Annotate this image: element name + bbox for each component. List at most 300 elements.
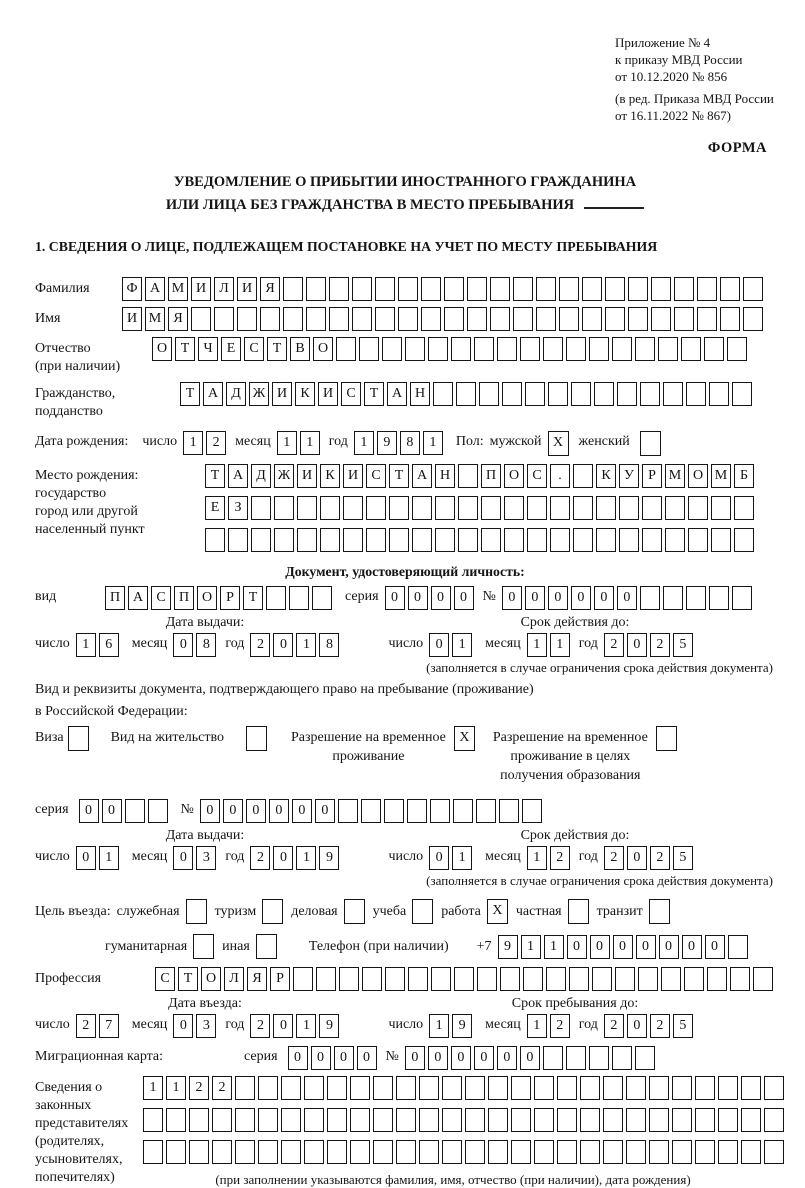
char-cell[interactable]: 2 (650, 1014, 670, 1038)
char-cell[interactable] (665, 528, 685, 552)
char-cell[interactable] (467, 307, 487, 331)
char-cell[interactable]: 1 (527, 1014, 547, 1038)
char-cell[interactable] (283, 277, 303, 301)
char-cell[interactable]: А (387, 382, 407, 406)
char-cell[interactable] (573, 464, 593, 488)
char-cell[interactable]: Л (214, 277, 234, 301)
char-cell[interactable] (258, 1076, 278, 1100)
char-cell[interactable] (603, 1108, 623, 1132)
char-cell[interactable]: Д (251, 464, 271, 488)
char-cell[interactable] (536, 307, 556, 331)
char-cell[interactable] (734, 528, 754, 552)
char-cell[interactable] (306, 277, 326, 301)
char-cell[interactable] (442, 1076, 462, 1100)
char-cell[interactable] (709, 586, 729, 610)
char-cell[interactable] (479, 382, 499, 406)
char-cell[interactable] (728, 935, 748, 959)
char-cell[interactable] (297, 496, 317, 520)
char-cell[interactable] (407, 799, 427, 823)
char-cell[interactable]: Т (180, 382, 200, 406)
char-cell[interactable] (511, 1076, 531, 1100)
char-cell[interactable] (686, 382, 706, 406)
char-cell[interactable] (329, 277, 349, 301)
char-cell[interactable] (651, 307, 671, 331)
char-cell[interactable]: П (481, 464, 501, 488)
char-cell[interactable] (481, 496, 501, 520)
char-cell[interactable]: . (550, 464, 570, 488)
char-cell[interactable]: 0 (223, 799, 243, 823)
char-cell[interactable] (258, 1140, 278, 1164)
char-cell[interactable] (557, 1140, 577, 1164)
char-cell[interactable] (695, 1140, 715, 1164)
char-cell[interactable] (543, 337, 563, 361)
char-cell[interactable] (651, 277, 671, 301)
female-checkbox[interactable] (640, 431, 661, 456)
char-cell[interactable] (504, 528, 524, 552)
char-cell[interactable] (477, 967, 497, 991)
char-cell[interactable] (235, 1140, 255, 1164)
business-checkbox[interactable] (344, 899, 365, 924)
char-cell[interactable] (467, 277, 487, 301)
char-cell[interactable] (373, 1076, 393, 1100)
char-cell[interactable]: 2 (212, 1076, 232, 1100)
char-cell[interactable] (649, 1108, 669, 1132)
char-cell[interactable]: 0 (682, 935, 702, 959)
char-cell[interactable]: Т (364, 382, 384, 406)
char-cell[interactable] (350, 1108, 370, 1132)
char-cell[interactable] (573, 528, 593, 552)
char-cell[interactable]: Р (220, 586, 240, 610)
char-cell[interactable] (385, 967, 405, 991)
char-cell[interactable] (619, 496, 639, 520)
char-cell[interactable] (488, 1108, 508, 1132)
char-cell[interactable] (343, 528, 363, 552)
char-cell[interactable] (338, 799, 358, 823)
title-blank-line[interactable] (584, 194, 644, 209)
char-cell[interactable] (419, 1076, 439, 1100)
char-cell[interactable] (490, 307, 510, 331)
char-cell[interactable]: И (237, 277, 257, 301)
char-cell[interactable] (189, 1140, 209, 1164)
char-cell[interactable]: 0 (273, 633, 293, 657)
char-cell[interactable] (212, 1140, 232, 1164)
char-cell[interactable] (605, 277, 625, 301)
char-cell[interactable]: 0 (474, 1046, 494, 1070)
char-cell[interactable] (336, 337, 356, 361)
char-cell[interactable] (640, 382, 660, 406)
char-cell[interactable] (642, 528, 662, 552)
char-cell[interactable] (743, 307, 763, 331)
char-cell[interactable] (476, 799, 496, 823)
char-cell[interactable] (649, 1140, 669, 1164)
char-cell[interactable]: 2 (189, 1076, 209, 1100)
char-cell[interactable]: П (105, 586, 125, 610)
char-cell[interactable] (718, 1140, 738, 1164)
char-cell[interactable]: 3 (196, 846, 216, 870)
char-cell[interactable]: 6 (99, 633, 119, 657)
char-cell[interactable] (649, 1076, 669, 1100)
char-cell[interactable]: 0 (357, 1046, 377, 1070)
char-cell[interactable] (711, 496, 731, 520)
char-cell[interactable] (412, 528, 432, 552)
char-cell[interactable] (522, 799, 542, 823)
char-cell[interactable] (366, 496, 386, 520)
char-cell[interactable] (350, 1076, 370, 1100)
char-cell[interactable] (396, 1076, 416, 1100)
char-cell[interactable] (465, 1108, 485, 1132)
char-cell[interactable] (366, 528, 386, 552)
char-cell[interactable] (327, 1140, 347, 1164)
char-cell[interactable] (571, 382, 591, 406)
char-cell[interactable] (451, 337, 471, 361)
char-cell[interactable] (638, 967, 658, 991)
char-cell[interactable] (559, 307, 579, 331)
char-cell[interactable]: О (313, 337, 333, 361)
char-cell[interactable]: Б (734, 464, 754, 488)
visa-checkbox[interactable] (68, 726, 89, 751)
char-cell[interactable] (741, 1076, 761, 1100)
char-cell[interactable]: 1 (143, 1076, 163, 1100)
char-cell[interactable] (281, 1076, 301, 1100)
char-cell[interactable] (573, 496, 593, 520)
char-cell[interactable] (362, 967, 382, 991)
char-cell[interactable] (525, 382, 545, 406)
char-cell[interactable] (674, 277, 694, 301)
char-cell[interactable] (592, 967, 612, 991)
char-cell[interactable] (235, 1076, 255, 1100)
char-cell[interactable] (499, 799, 519, 823)
char-cell[interactable] (205, 528, 225, 552)
char-cell[interactable] (433, 382, 453, 406)
char-cell[interactable] (384, 799, 404, 823)
char-cell[interactable] (274, 496, 294, 520)
char-cell[interactable]: С (341, 382, 361, 406)
char-cell[interactable] (628, 277, 648, 301)
char-cell[interactable]: 0 (173, 1014, 193, 1038)
char-cell[interactable]: П (174, 586, 194, 610)
char-cell[interactable]: 2 (250, 1014, 270, 1038)
char-cell[interactable] (727, 337, 747, 361)
char-cell[interactable]: 1 (354, 431, 374, 455)
char-cell[interactable]: 9 (319, 1014, 339, 1038)
char-cell[interactable] (603, 1140, 623, 1164)
char-cell[interactable]: 3 (196, 1014, 216, 1038)
char-cell[interactable]: 1 (423, 431, 443, 455)
char-cell[interactable] (339, 967, 359, 991)
char-cell[interactable]: 9 (498, 935, 518, 959)
char-cell[interactable] (435, 528, 455, 552)
char-cell[interactable]: 2 (650, 633, 670, 657)
char-cell[interactable] (350, 1140, 370, 1164)
edu-permit-checkbox[interactable] (656, 726, 677, 751)
char-cell[interactable] (421, 277, 441, 301)
char-cell[interactable]: 0 (627, 1014, 647, 1038)
char-cell[interactable]: 8 (319, 633, 339, 657)
char-cell[interactable] (513, 277, 533, 301)
char-cell[interactable] (421, 307, 441, 331)
char-cell[interactable] (405, 337, 425, 361)
char-cell[interactable] (375, 277, 395, 301)
char-cell[interactable] (458, 464, 478, 488)
char-cell[interactable] (500, 967, 520, 991)
char-cell[interactable]: 2 (604, 846, 624, 870)
char-cell[interactable]: М (711, 464, 731, 488)
char-cell[interactable] (430, 799, 450, 823)
char-cell[interactable]: Т (205, 464, 225, 488)
char-cell[interactable] (626, 1076, 646, 1100)
char-cell[interactable] (596, 496, 616, 520)
char-cell[interactable]: 5 (673, 1014, 693, 1038)
char-cell[interactable]: 9 (319, 846, 339, 870)
char-cell[interactable]: С (151, 586, 171, 610)
char-cell[interactable] (428, 337, 448, 361)
char-cell[interactable]: 1 (452, 846, 472, 870)
char-cell[interactable]: 1 (99, 846, 119, 870)
char-cell[interactable] (191, 307, 211, 331)
char-cell[interactable] (320, 528, 340, 552)
humanitarian-checkbox[interactable] (193, 934, 214, 959)
char-cell[interactable] (125, 799, 145, 823)
char-cell[interactable] (143, 1108, 163, 1132)
char-cell[interactable]: 0 (659, 935, 679, 959)
char-cell[interactable] (166, 1108, 186, 1132)
char-cell[interactable] (663, 586, 683, 610)
char-cell[interactable] (559, 277, 579, 301)
char-cell[interactable] (580, 1076, 600, 1100)
char-cell[interactable] (327, 1076, 347, 1100)
char-cell[interactable] (753, 967, 773, 991)
char-cell[interactable] (709, 382, 729, 406)
char-cell[interactable] (718, 1108, 738, 1132)
char-cell[interactable] (435, 496, 455, 520)
char-cell[interactable] (481, 528, 501, 552)
char-cell[interactable] (557, 1108, 577, 1132)
transit-checkbox[interactable] (649, 899, 670, 924)
private-checkbox[interactable] (568, 899, 589, 924)
char-cell[interactable]: 0 (705, 935, 725, 959)
char-cell[interactable]: 9 (452, 1014, 472, 1038)
char-cell[interactable] (626, 1140, 646, 1164)
char-cell[interactable] (523, 967, 543, 991)
char-cell[interactable] (289, 586, 309, 610)
study-checkbox[interactable] (412, 899, 433, 924)
char-cell[interactable] (688, 528, 708, 552)
char-cell[interactable] (527, 496, 547, 520)
char-cell[interactable]: 0 (273, 1014, 293, 1038)
char-cell[interactable] (589, 337, 609, 361)
char-cell[interactable] (661, 967, 681, 991)
char-cell[interactable] (398, 307, 418, 331)
char-cell[interactable]: И (122, 307, 142, 331)
char-cell[interactable] (557, 1076, 577, 1100)
char-cell[interactable] (674, 307, 694, 331)
char-cell[interactable]: Р (642, 464, 662, 488)
char-cell[interactable]: 0 (627, 846, 647, 870)
char-cell[interactable]: М (145, 307, 165, 331)
char-cell[interactable]: 1 (296, 633, 316, 657)
char-cell[interactable]: А (128, 586, 148, 610)
residence-permit-checkbox[interactable] (246, 726, 267, 751)
char-cell[interactable]: 2 (550, 846, 570, 870)
char-cell[interactable] (550, 496, 570, 520)
char-cell[interactable] (658, 337, 678, 361)
char-cell[interactable] (320, 496, 340, 520)
char-cell[interactable]: 2 (604, 1014, 624, 1038)
char-cell[interactable] (408, 967, 428, 991)
char-cell[interactable] (396, 1108, 416, 1132)
char-cell[interactable]: О (152, 337, 172, 361)
char-cell[interactable] (513, 307, 533, 331)
char-cell[interactable]: С (155, 967, 175, 991)
char-cell[interactable] (732, 586, 752, 610)
char-cell[interactable]: И (191, 277, 211, 301)
char-cell[interactable] (534, 1108, 554, 1132)
char-cell[interactable]: А (228, 464, 248, 488)
char-cell[interactable] (605, 307, 625, 331)
char-cell[interactable] (373, 1140, 393, 1164)
char-cell[interactable] (589, 1046, 609, 1070)
char-cell[interactable] (596, 528, 616, 552)
char-cell[interactable]: Ж (274, 464, 294, 488)
char-cell[interactable]: К (596, 464, 616, 488)
char-cell[interactable]: 0 (627, 633, 647, 657)
char-cell[interactable] (189, 1108, 209, 1132)
char-cell[interactable]: К (295, 382, 315, 406)
char-cell[interactable] (458, 496, 478, 520)
char-cell[interactable]: Т (178, 967, 198, 991)
char-cell[interactable] (695, 1076, 715, 1100)
char-cell[interactable]: 0 (269, 799, 289, 823)
char-cell[interactable] (711, 528, 731, 552)
char-cell[interactable]: С (366, 464, 386, 488)
char-cell[interactable]: 2 (550, 1014, 570, 1038)
char-cell[interactable]: И (272, 382, 292, 406)
char-cell[interactable] (511, 1108, 531, 1132)
char-cell[interactable] (359, 337, 379, 361)
char-cell[interactable] (663, 382, 683, 406)
char-cell[interactable] (615, 967, 635, 991)
char-cell[interactable] (297, 528, 317, 552)
char-cell[interactable] (550, 528, 570, 552)
char-cell[interactable] (214, 307, 234, 331)
char-cell[interactable] (396, 1140, 416, 1164)
char-cell[interactable]: 0 (200, 799, 220, 823)
male-checkbox[interactable]: X (548, 431, 569, 456)
char-cell[interactable]: 1 (300, 431, 320, 455)
char-cell[interactable]: Ж (249, 382, 269, 406)
char-cell[interactable] (453, 799, 473, 823)
char-cell[interactable]: 0 (428, 1046, 448, 1070)
char-cell[interactable] (635, 337, 655, 361)
char-cell[interactable]: 0 (567, 935, 587, 959)
char-cell[interactable] (527, 528, 547, 552)
char-cell[interactable] (566, 1046, 586, 1070)
char-cell[interactable] (497, 337, 517, 361)
char-cell[interactable]: О (504, 464, 524, 488)
char-cell[interactable]: 0 (102, 799, 122, 823)
char-cell[interactable]: Р (270, 967, 290, 991)
char-cell[interactable] (741, 1140, 761, 1164)
char-cell[interactable]: 8 (196, 633, 216, 657)
char-cell[interactable]: 0 (246, 799, 266, 823)
char-cell[interactable]: Я (247, 967, 267, 991)
char-cell[interactable] (764, 1076, 784, 1100)
char-cell[interactable]: И (318, 382, 338, 406)
char-cell[interactable] (251, 528, 271, 552)
char-cell[interactable]: 1 (521, 935, 541, 959)
char-cell[interactable] (490, 277, 510, 301)
char-cell[interactable] (582, 307, 602, 331)
char-cell[interactable]: Е (221, 337, 241, 361)
char-cell[interactable]: 1 (166, 1076, 186, 1100)
char-cell[interactable] (594, 382, 614, 406)
char-cell[interactable] (283, 307, 303, 331)
char-cell[interactable] (258, 1108, 278, 1132)
char-cell[interactable]: С (244, 337, 264, 361)
char-cell[interactable]: 0 (571, 586, 591, 610)
char-cell[interactable] (465, 1140, 485, 1164)
char-cell[interactable]: 1 (452, 633, 472, 657)
char-cell[interactable] (681, 337, 701, 361)
char-cell[interactable] (281, 1140, 301, 1164)
char-cell[interactable] (730, 967, 750, 991)
char-cell[interactable] (488, 1140, 508, 1164)
char-cell[interactable]: А (412, 464, 432, 488)
char-cell[interactable] (697, 307, 717, 331)
char-cell[interactable]: З (228, 496, 248, 520)
char-cell[interactable] (212, 1108, 232, 1132)
char-cell[interactable] (734, 496, 754, 520)
char-cell[interactable] (316, 967, 336, 991)
char-cell[interactable] (534, 1076, 554, 1100)
char-cell[interactable] (580, 1108, 600, 1132)
char-cell[interactable] (228, 528, 248, 552)
char-cell[interactable]: 0 (431, 586, 451, 610)
char-cell[interactable]: 0 (525, 586, 545, 610)
char-cell[interactable] (260, 307, 280, 331)
char-cell[interactable] (617, 382, 637, 406)
char-cell[interactable] (281, 1108, 301, 1132)
char-cell[interactable]: Н (410, 382, 430, 406)
temp-permit-checkbox[interactable]: X (454, 726, 475, 751)
char-cell[interactable] (612, 337, 632, 361)
char-cell[interactable]: 0 (636, 935, 656, 959)
char-cell[interactable] (352, 277, 372, 301)
char-cell[interactable] (720, 277, 740, 301)
char-cell[interactable]: Т (175, 337, 195, 361)
char-cell[interactable]: 1 (527, 846, 547, 870)
char-cell[interactable]: 0 (429, 633, 449, 657)
char-cell[interactable] (419, 1140, 439, 1164)
char-cell[interactable]: 0 (451, 1046, 471, 1070)
char-cell[interactable]: 2 (206, 431, 226, 455)
char-cell[interactable]: 0 (315, 799, 335, 823)
char-cell[interactable] (704, 337, 724, 361)
char-cell[interactable]: 0 (594, 586, 614, 610)
char-cell[interactable] (672, 1076, 692, 1100)
char-cell[interactable] (488, 1076, 508, 1100)
char-cell[interactable]: М (665, 464, 685, 488)
char-cell[interactable] (389, 496, 409, 520)
char-cell[interactable] (419, 1108, 439, 1132)
char-cell[interactable]: 1 (544, 935, 564, 959)
other-purpose-checkbox[interactable] (256, 934, 277, 959)
char-cell[interactable] (148, 799, 168, 823)
char-cell[interactable] (166, 1140, 186, 1164)
char-cell[interactable]: 1 (296, 1014, 316, 1038)
char-cell[interactable] (274, 528, 294, 552)
char-cell[interactable]: Я (260, 277, 280, 301)
